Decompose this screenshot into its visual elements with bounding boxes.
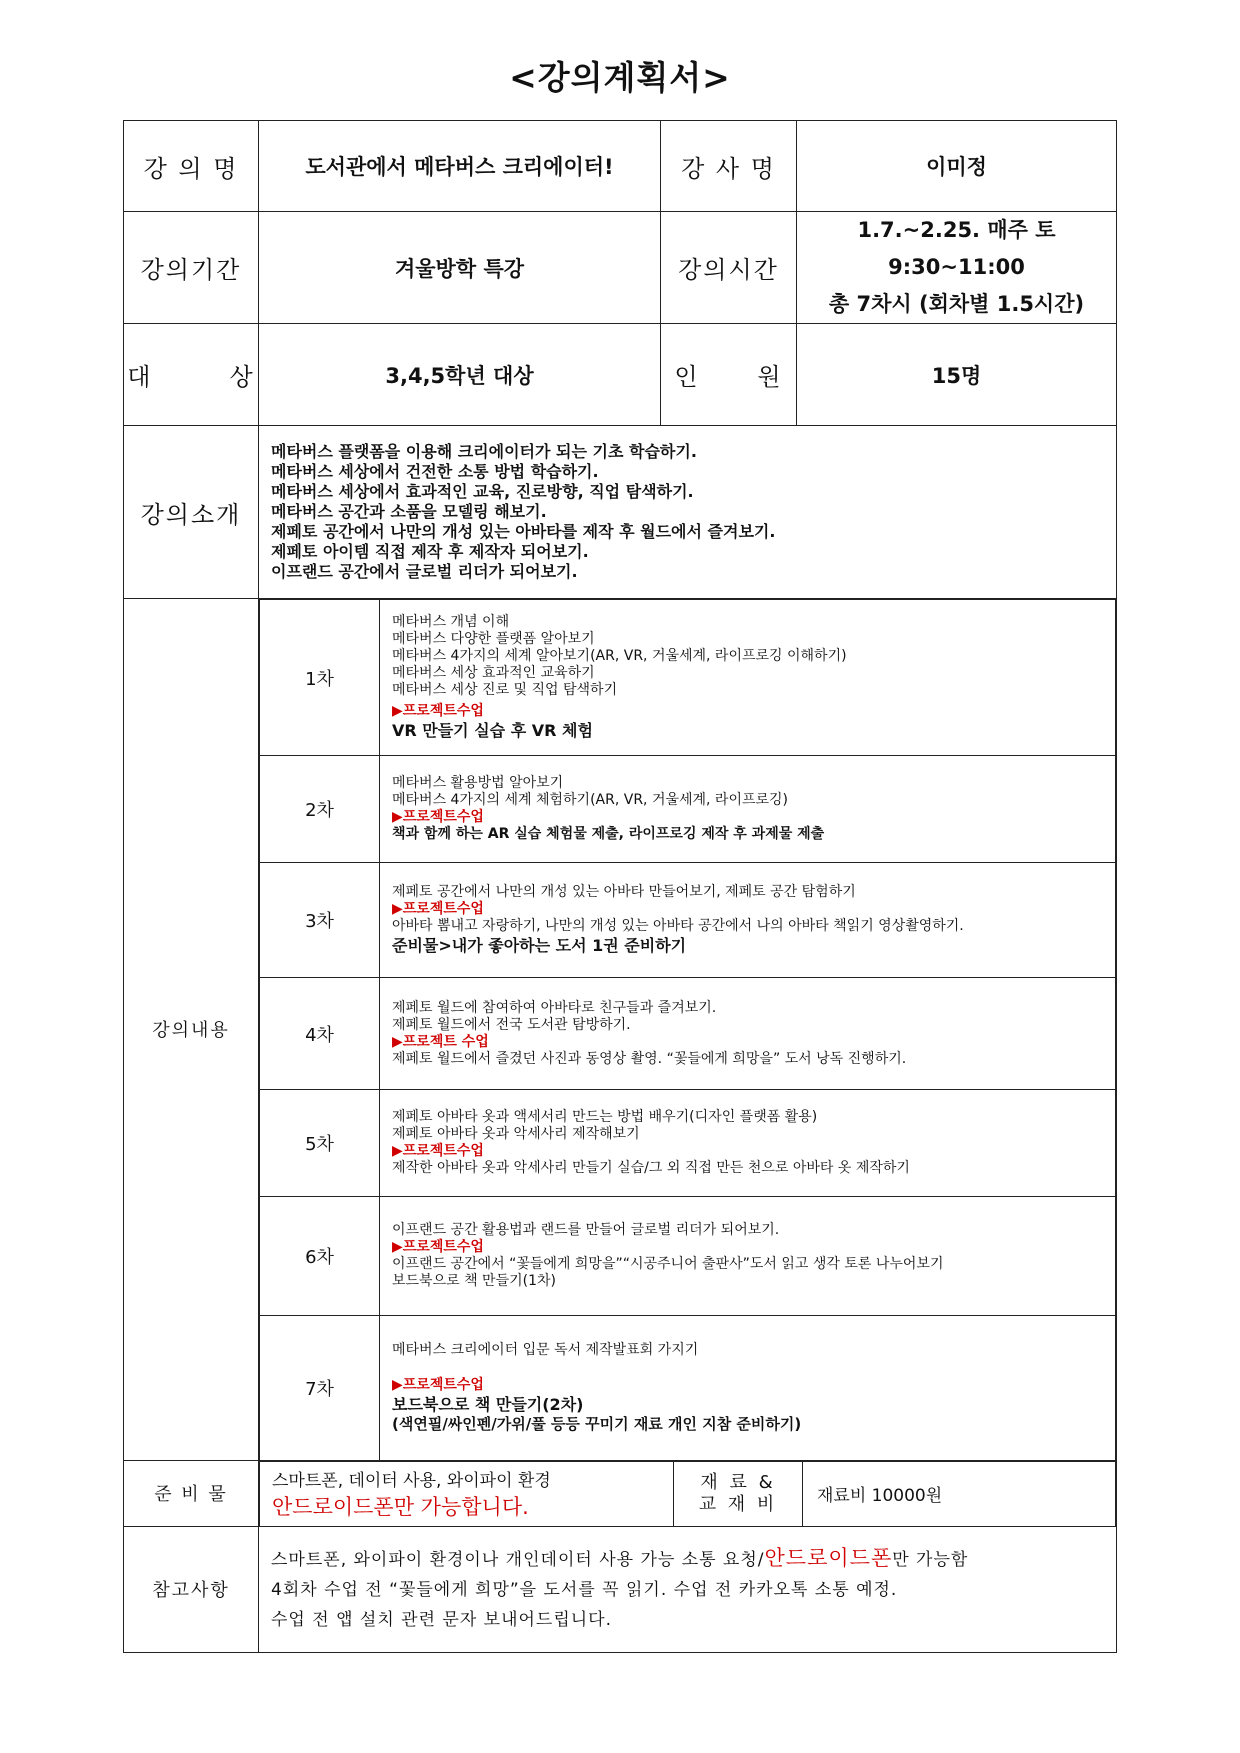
- session-number: 7차: [260, 1316, 380, 1460]
- intro-line: 메타버스 플랫폼을 이용해 크리에이터가 되는 기초 학습하기.: [271, 442, 697, 461]
- intro-line: 메타버스 공간과 소품을 모델링 해보기.: [271, 502, 547, 521]
- label-material-line: 재 료 &: [700, 1471, 776, 1493]
- intro-line: 이프랜드 공간에서 글로벌 리더가 되어보기.: [271, 562, 578, 581]
- row-content: [124, 599, 1117, 1461]
- session-line: 보드북으로 책 만들기(1차): [392, 1273, 556, 1289]
- prep-line: 스마트폰, 데이터 사용, 와이파이 환경: [272, 1470, 551, 1491]
- prep-items: [260, 1461, 674, 1526]
- student-count: 15명: [797, 324, 1117, 426]
- note-line: [271, 1543, 1104, 1575]
- note-line: 수업 전 앱 설치 관련 문자 보내어드립니다.: [271, 1610, 613, 1630]
- intro-line: 제페토 공간에서 나만의 개성 있는 아바타를 제작 후 월드에서 즐겨보기.: [271, 522, 776, 541]
- session-line: 보드북으로 책 만들기(2차): [392, 1395, 584, 1415]
- note-line1-b: 만 가능함: [892, 1550, 969, 1570]
- note-line1-a: 스마트폰, 와이파이 환경이나 개인데이터 사용 가능 소통 요청/: [271, 1550, 765, 1570]
- session-row: [260, 863, 1116, 978]
- prep-cell: [259, 1460, 1117, 1526]
- session-content: [380, 1197, 1116, 1316]
- session-row: [260, 978, 1116, 1090]
- session-line: 제페토 공간에서 나만의 개성 있는 아바타 만들어보기, 제페토 공간 탐험하기: [392, 883, 856, 900]
- label-course-name: 강 의 명: [124, 121, 259, 212]
- session-number: 2차: [260, 756, 380, 863]
- label-content: 강의내용: [124, 599, 259, 1461]
- session-line: 메타버스 4가지의 세계 체험하기(AR, VR, 거울세계, 라이프로깅): [392, 792, 789, 808]
- session-content: [380, 1090, 1116, 1197]
- session-row: [260, 1090, 1116, 1197]
- session-line: 제페토 월드에서 전국 도서관 탐방하기.: [392, 1016, 631, 1033]
- project-label: ▶프로젝트수업: [392, 702, 484, 719]
- session-line: 제작한 아바타 옷과 악세사리 만들기 실습/그 외 직접 만든 천으로 아바타 옷 제작하기: [392, 1160, 910, 1176]
- label-period: 강의기간: [124, 212, 259, 324]
- session-content: [380, 863, 1116, 978]
- project-label: ▶프로젝트수업: [392, 1377, 484, 1394]
- session-row: [260, 1197, 1116, 1316]
- sessions-cell: [259, 599, 1117, 1461]
- session-content: [380, 978, 1116, 1090]
- session-line: 메타버스 활용방법 알아보기: [392, 775, 564, 791]
- row-prep: [124, 1460, 1117, 1526]
- note-line: 4회차 수업 전 “꽃들에게 희망”을 도서를 꼭 읽기. 수업 전 카카오톡 소통 예정.: [271, 1580, 898, 1600]
- session-line: 책과 함께 하는 AR 실습 체험물 제출, 라이프로깅 제작 후 과제물 제출: [392, 826, 825, 842]
- session-line: 메타버스 4가지의 세계 알아보기(AR, VR, 거울세계, 라이프로깅 이해하기): [392, 647, 847, 664]
- course-name: 도서관에서 메타버스 크리에이터!: [259, 121, 661, 212]
- session-line: 제페토 월드에서 즐겼던 사진과 동영상 촬영. “꽃들에게 희망을” 도서 낭독 진행하기.: [392, 1050, 907, 1067]
- label-material-fee: [674, 1461, 803, 1526]
- session-line: 제페토 아바타 옷과 액세서리 만드는 방법 배우기(디자인 플랫폼 활용): [392, 1109, 818, 1125]
- session-number: 6차: [260, 1197, 380, 1316]
- label-note: 참고사항: [124, 1526, 259, 1652]
- session-row: [260, 600, 1116, 756]
- row-target: [124, 324, 1117, 426]
- note-text: [259, 1526, 1117, 1652]
- target-grade: 3,4,5학년 대상: [259, 324, 661, 426]
- session-line: (색연필/싸인펜/가위/풀 등등 꾸미기 재료 개인 지참 준비하기): [392, 1415, 802, 1434]
- session-line: 제페토 아바타 옷과 악세사리 제작해보기: [392, 1126, 640, 1142]
- time-line: 1.7.~2.25. 매주 토: [857, 218, 1056, 242]
- session-row: [260, 1316, 1116, 1460]
- lecture-plan-table: [123, 120, 1117, 1653]
- time-line: 총 7차시 (회차별 1.5시간): [828, 292, 1085, 316]
- row-course-name: [124, 121, 1117, 212]
- page-title: <강의계획서>: [509, 58, 731, 97]
- session-line: 메타버스 다양한 플랫폼 알아보기: [392, 630, 595, 647]
- prep-table: [259, 1461, 1116, 1526]
- note-android-warning: 안드로이드폰: [764, 1546, 893, 1570]
- session-number: 1차: [260, 600, 380, 756]
- session-line: 준비물>내가 좋아하는 도서 1권 준비하기: [392, 935, 687, 955]
- course-period: 겨울방학 특강: [259, 212, 661, 324]
- instructor-name: 이미정: [797, 121, 1117, 212]
- session-line: 아바타 뽐내고 자랑하기, 나만의 개성 있는 아바타 공간에서 나의 아바타 책읽기 영상촬영하기.: [392, 917, 964, 934]
- session-line: VR 만들기 실습 후 VR 체험: [392, 720, 593, 740]
- label-prep: 준 비 물: [124, 1460, 259, 1526]
- session-line: 이프랜드 공간에서 “꽃들에게 희망을”“시공주니어 출판사”도서 읽고 생각 토론 나누어보기: [392, 1256, 944, 1272]
- session-line: 제페토 월드에 참여하여 아바타로 친구들과 즐겨보기.: [392, 999, 717, 1016]
- session-line: 메타버스 크리에이터 입문 독서 제작발표회 가지기: [392, 1342, 699, 1359]
- session-number: 5차: [260, 1090, 380, 1197]
- project-label: ▶프로젝트수업: [392, 900, 484, 917]
- session-line: 메타버스 개념 이해: [392, 613, 510, 630]
- session-line: 메타버스 세상 진로 및 직업 탐색하기: [392, 681, 618, 698]
- course-time: [797, 212, 1117, 324]
- project-label: ▶프로젝트 수업: [392, 1033, 489, 1050]
- time-line: 9:30~11:00: [888, 255, 1025, 279]
- row-period: [124, 212, 1117, 324]
- intro-line: 메타버스 세상에서 효과적인 교육, 진로방향, 직업 탐색하기.: [271, 482, 694, 501]
- label-intro: 강의소개: [124, 426, 259, 599]
- label-material-line: 교 재 비: [698, 1493, 778, 1515]
- session-line: 이프랜드 공간 활용법과 랜드를 만들어 글로벌 리더가 되어보기.: [392, 1222, 780, 1238]
- label-instructor: 강 사 명: [661, 121, 797, 212]
- prep-warning: 안드로이드폰만 가능합니다.: [272, 1494, 529, 1519]
- session-line: 메타버스 세상 효과적인 교육하기: [392, 664, 595, 681]
- session-content: [380, 756, 1116, 863]
- material-fee: 재료비 10000원: [803, 1461, 1116, 1526]
- project-label: ▶프로젝트수업: [392, 1143, 484, 1159]
- project-label: ▶프로젝트수업: [392, 809, 484, 825]
- project-label: ▶프로젝트수업: [392, 1239, 484, 1255]
- session-number: 3차: [260, 863, 380, 978]
- label-target: 대 상: [124, 324, 259, 426]
- session-number: 4차: [260, 978, 380, 1090]
- label-count: 인 원: [661, 324, 797, 426]
- intro-line: 제페토 아이템 직접 제작 후 제작자 되어보기.: [271, 542, 589, 561]
- row-note: [124, 1526, 1117, 1652]
- sessions-table: [259, 599, 1116, 1460]
- session-content: [380, 600, 1116, 756]
- row-intro: [124, 426, 1117, 599]
- intro-text: [259, 426, 1117, 599]
- label-time: 강의시간: [661, 212, 797, 324]
- session-row: [260, 756, 1116, 863]
- session-content: [380, 1316, 1116, 1460]
- intro-line: 메타버스 세상에서 건전한 소통 방법 학습하기.: [271, 462, 599, 481]
